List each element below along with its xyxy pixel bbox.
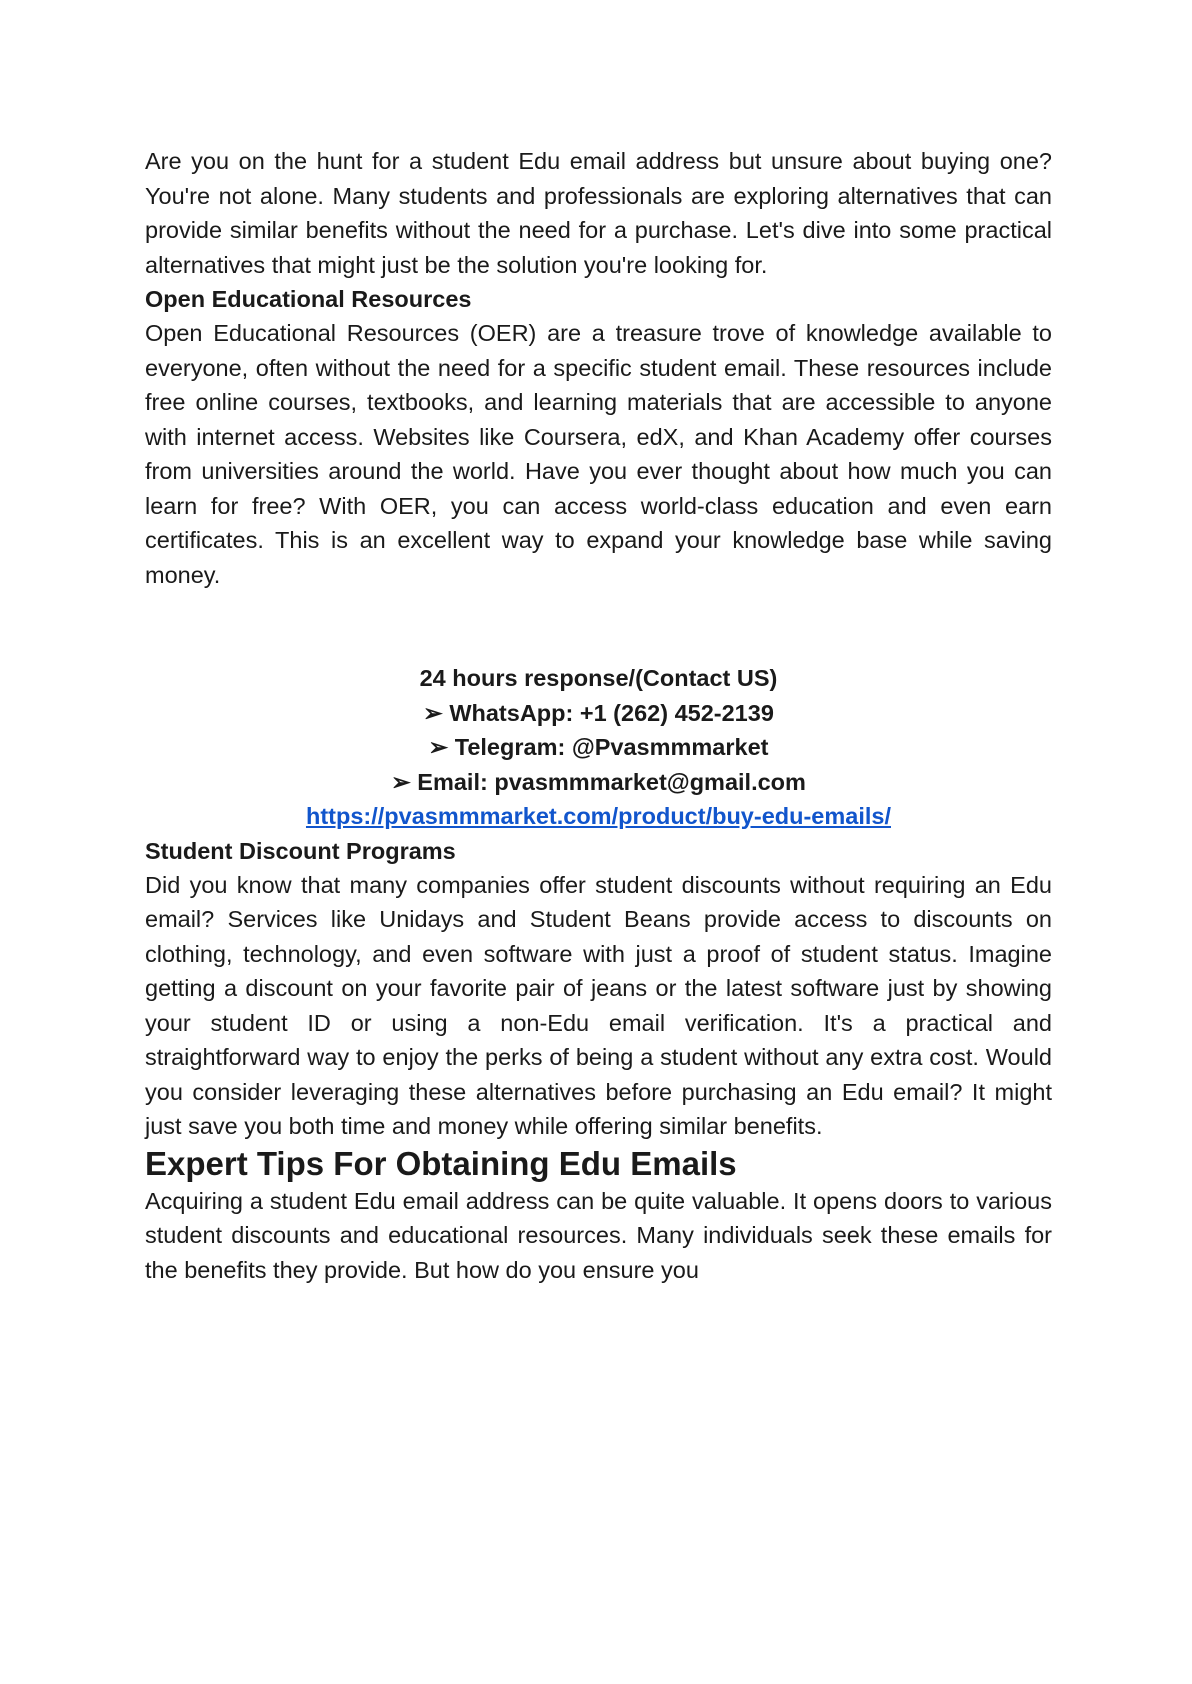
contact-link-row — [145, 799, 1052, 834]
expert-tips-heading: Expert Tips For Obtaining Edu Emails — [145, 1144, 737, 1182]
expert-tips-paragraph: Acquiring a student Edu email address can be quite valuable. It opens doors to various student discounts and educational resources. Many individuals seek these emails for the benefits they provide. But how do you ensure you — [145, 1187, 1052, 1283]
student-discount-paragraph: Did you know that many companies offer student discounts without requiring an Edu email? Services like Unidays and Student Beans provide access to discounts on clothing, technology, and even software with just a proof of student status. Imagine getting a discount on your favorite pair of jeans or the latest software just by showing your student ID or using a non-Edu email verification. It's a practical and straightforward way to enjoy the perks of being a student without any extra cost. Would you consider leveraging these alternatives before purchasing an Edu email? It might just save you both time and money while offering similar benefits. — [145, 871, 1052, 1139]
contact-telegram: ➢ Telegram: @Pvasmmmarket — [428, 734, 769, 760]
contact-email: ➢ Email: pvasmmmarket@gmail.com — [391, 768, 806, 795]
student-discount-heading: Student Discount Programs — [145, 837, 456, 864]
intro-paragraph: Are you on the hunt for a student Edu email address but unsure about buying one? You're not alone. Many students and professionals are exploring alternatives that can provide similar benefits without the need for a purchase. Let's dive into some practical alternatives that might just be the solution you're looking for. — [145, 148, 1052, 278]
product-link[interactable]: https://pvasmmmarket.com/product/buy-edu-emails/ — [305, 803, 891, 829]
contact-block — [145, 661, 1052, 834]
oer-heading: Open Educational Resources — [145, 286, 472, 312]
oer-paragraph: Open Educational Resources (OER) are a treasure trove of knowledge available to everyone, often without the need for a specific student email. These resources include free online courses, textbooks, and learning materials that are accessible to anyone with internet access. Websites like Coursera, edX, and Khan Academy offer courses from universities around the world. Have you ever thought about how much you can learn for free? With OER, you can access world-class education and even earn certificates. This is an excellent way to expand your knowledge base while saving money. — [145, 320, 1052, 588]
contact-title: 24 hours response/(Contact US) — [419, 665, 778, 691]
document-page — [145, 144, 1052, 1287]
contact-whatsapp: ➢ WhatsApp: +1 (262) 452-2139 — [423, 699, 774, 726]
